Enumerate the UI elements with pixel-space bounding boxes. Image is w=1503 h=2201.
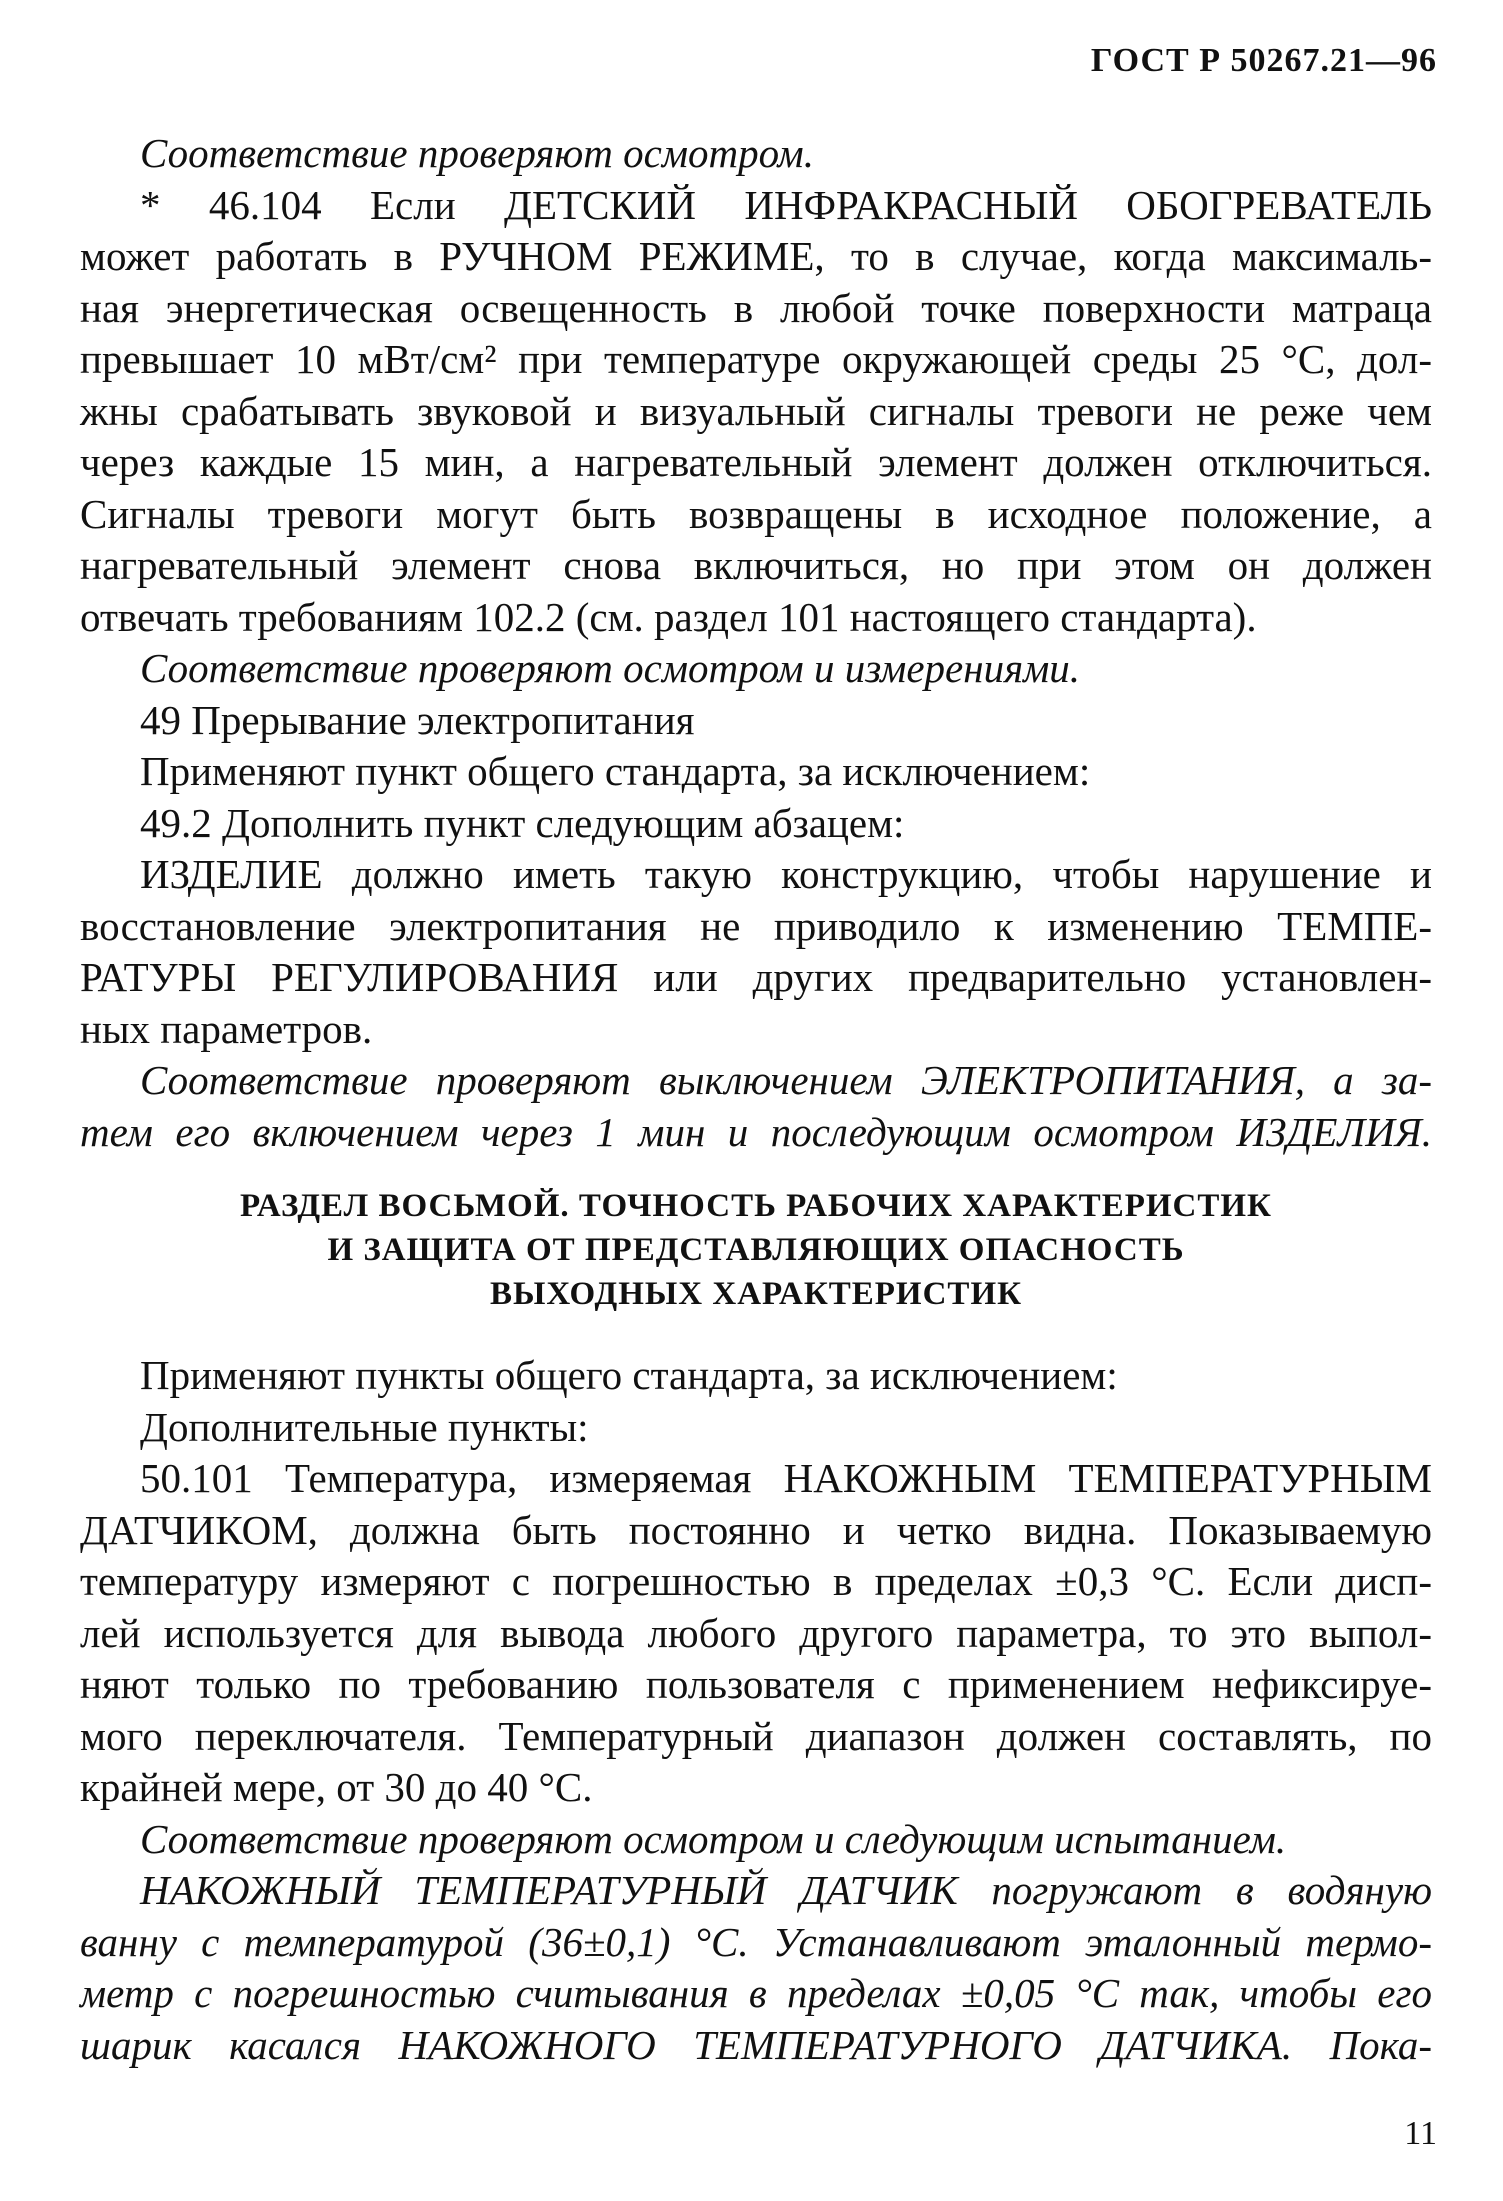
text-line: Применяют пункт общего стандарта, за исключением: (140, 748, 1091, 794)
text-line: нагревательный элемент снова включиться, но при этом он должен (80, 542, 1432, 588)
text-line: Сигналы тревоги могут быть возвращены в исходное положение, а (80, 490, 1432, 537)
text-line: Соответствие проверяют осмотром и измерениями. (140, 645, 1081, 691)
text-line: превышает 10 мВт/см² при температуре окружающей среды 25 °С, дол- (80, 336, 1432, 382)
text-line: жны срабатывать звуковой и визуальный сигналы тревоги не реже чем (80, 387, 1432, 434)
text-line: ДАТЧИКОМ, должна быть постоянно и четко видна. Показываемую (80, 1506, 1432, 1553)
text-line: температуру измеряют с погрешностью в пределах ±0,3 °С. Если дисп- (80, 1558, 1432, 1604)
text-line: Дополнительные пункты: (140, 1403, 589, 1450)
body-part-one (80, 128, 1432, 1158)
section-heading (80, 1184, 1432, 1316)
text-line: 49.2 Дополнить пункт следующим абзацем: (140, 799, 905, 846)
page-number: 11 (1404, 2115, 1437, 2152)
body-part-two (80, 1350, 1432, 2071)
section-heading-line: И ЗАЩИТА ОТ ПРЕДСТАВЛЯЮЩИХ ОПАСНОСТЬ (327, 1232, 1185, 1268)
text-line: няют только по требованию пользователя с применением нефиксируе- (80, 1661, 1432, 1707)
text-line: * 46.104 Если ДЕТСКИЙ ИНФРАКРАСНЫЙ ОБОГРЕВАТЕЛЬ (140, 181, 1432, 228)
text-line: НАКОЖНЫЙ ТЕМПЕРАТУРНЫЙ ДАТЧИК погружают в водяную (140, 1867, 1432, 1913)
text-line: отвечать требованиям 102.2 (см. раздел 101 настоящего стандарта). (80, 593, 1257, 640)
text-line: Соответствие проверяют выключением ЭЛЕКТРОПИТАНИЯ, а за- (140, 1057, 1432, 1103)
text-line: ИЗДЕЛИЕ должно иметь такую конструкцию, чтобы нарушение и (140, 851, 1432, 897)
section-heading-line: РАЗДЕЛ ВОСЬМОЙ. ТОЧНОСТЬ РАБОЧИХ ХАРАКТЕРИСТИК (240, 1188, 1272, 1224)
text-line: 50.101 Температура, измеряемая НАКОЖНЫМ ТЕМПЕРАТУРНЫМ (140, 1455, 1432, 1501)
text-line: ванну с температурой (36±0,1) °С. Устанавливают эталонный термо- (80, 1918, 1432, 1965)
text-line: Соответствие проверяют осмотром и следующим испытанием. (140, 1815, 1287, 1862)
text-line: Соответствие проверяют осмотром. (140, 130, 814, 176)
text-line: восстановление электропитания не приводило к изменению ТЕМПЕ- (80, 902, 1432, 949)
text-line: лей используется для вывода любого другого параметра, то это выпол- (80, 1609, 1432, 1656)
standard-code: ГОСТ Р 50267.21—96 (1090, 42, 1437, 79)
text-line: метр с погрешностью считывания в пределах ±0,05 °С так, чтобы его (80, 1970, 1432, 2016)
text-line: Применяют пункты общего стандарта, за исключением: (140, 1352, 1118, 1398)
text-line: может работать в РУЧНОМ РЕЖИМЕ, то в случае, когда максималь- (80, 233, 1432, 279)
text-line: РАТУРЫ РЕГУЛИРОВАНИЯ или других предварительно установлен- (80, 954, 1432, 1000)
text-line: 49 Прерывание электропитания (140, 696, 695, 743)
text-line: шарик касался НАКОЖНОГО ТЕМПЕРАТУРНОГО ДАТЧИКА. Пока- (80, 2021, 1432, 2068)
page-body (80, 128, 1432, 2071)
text-line: мого переключателя. Температурный диапазон должен составлять, по (80, 1712, 1432, 1759)
text-line: ная энергетическая освещенность в любой точке поверхности матраца (80, 284, 1432, 331)
section-heading-line: ВЫХОДНЫХ ХАРАКТЕРИСТИК (489, 1276, 1023, 1312)
text-line: ных параметров. (80, 1005, 373, 1052)
text-line: тем его включением через 1 мин и последующим осмотром ИЗДЕЛИЯ. (80, 1108, 1432, 1155)
text-line: крайней мере, от 30 до 40 °С. (80, 1764, 593, 1810)
text-line: через каждые 15 мин, а нагревательный элемент должен отключиться. (80, 439, 1432, 485)
